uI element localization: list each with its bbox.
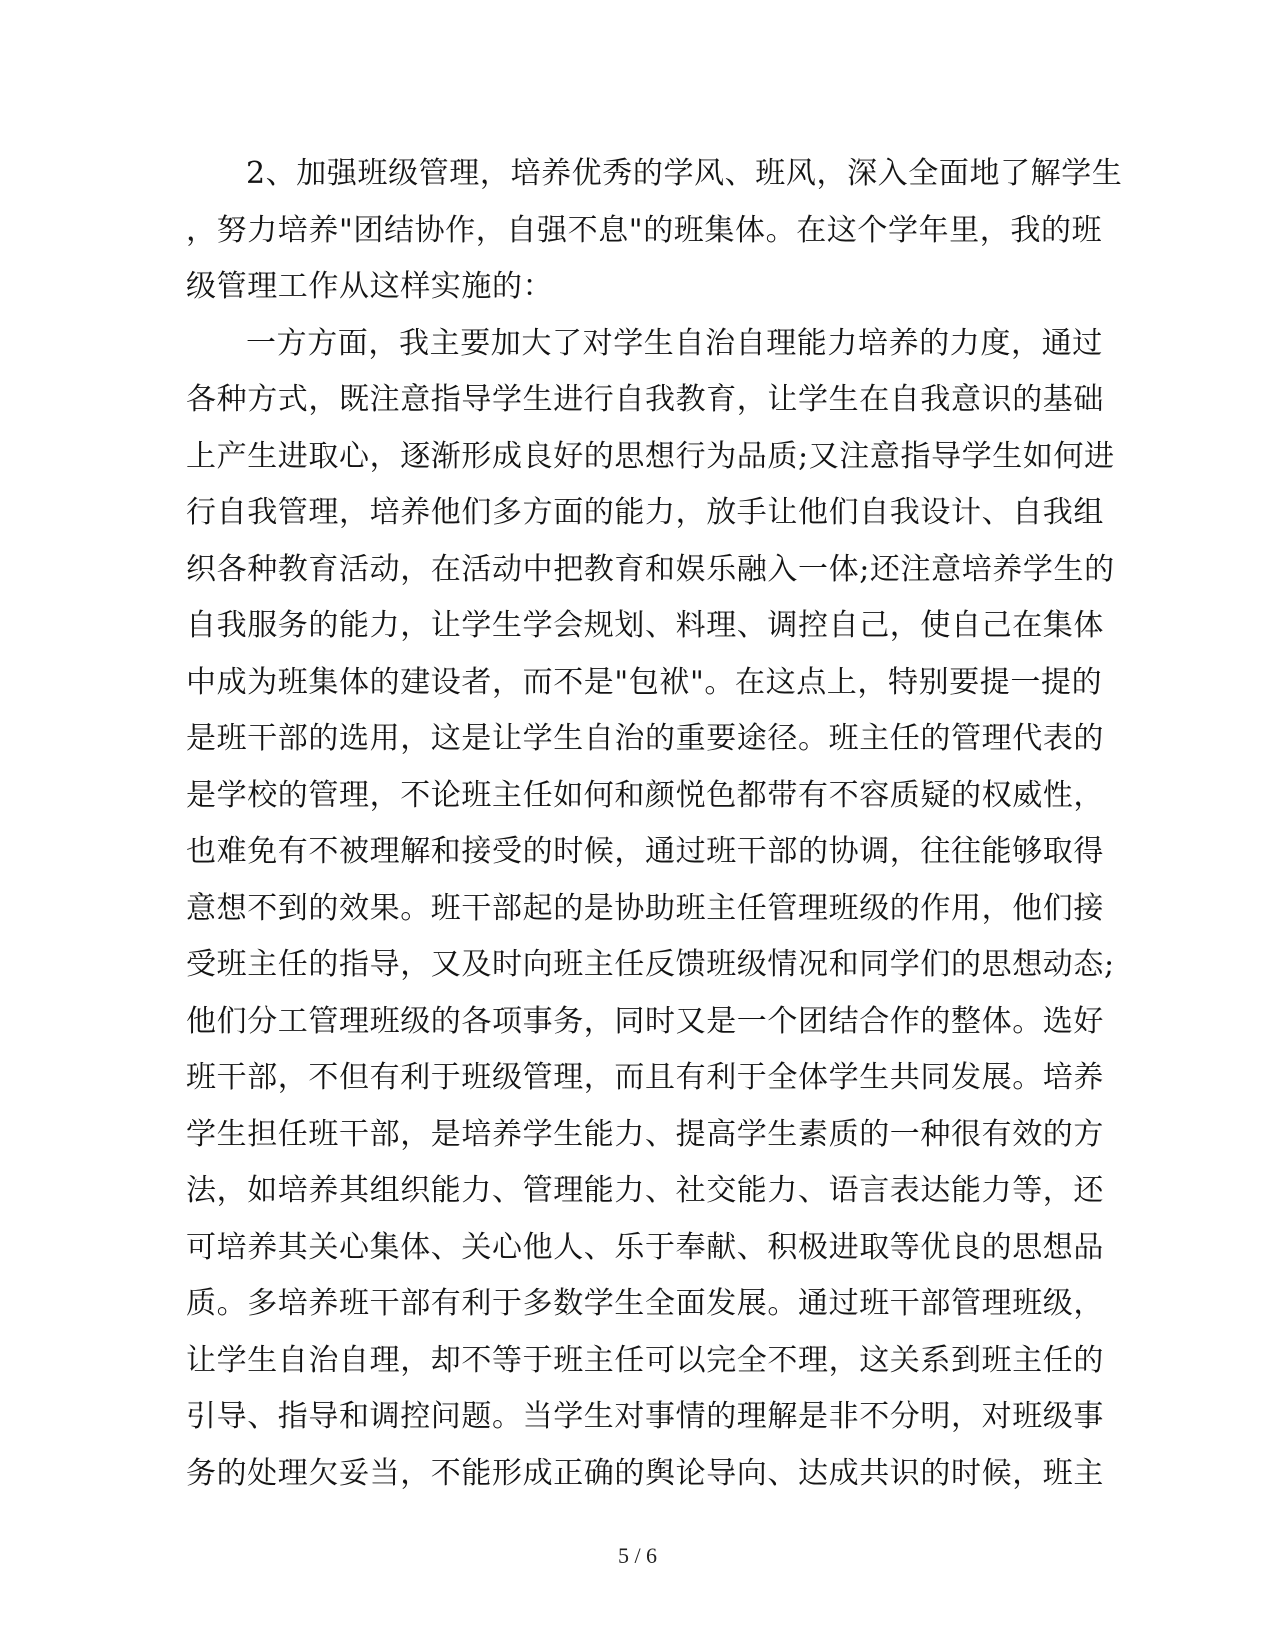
paragraph-line: 中成为班集体的建设者，而不是"包袱"。在这点上，特别要提一提的 (186, 664, 1103, 700)
paragraph-line: 各种方式，既注意指导学生进行自我教育，让学生在自我意识的基础 (186, 382, 1104, 417)
paragraph-line: 织各种教育活动，在活动中把教育和娱乐融入一体;还注意培养学生的 (186, 551, 1115, 587)
page-number: 5 / 6 (617, 1543, 658, 1568)
paragraph-line: 上产生进取心，逐渐形成良好的思想行为品质;又注意指导学生如何进 (186, 438, 1115, 474)
paragraph-line: 行自我管理，培养他们多方面的能力，放手让他们自我设计、自我组 (186, 495, 1104, 530)
paragraph-line: 一方方面，我主要加大了对学生自治自理能力培养的力度，通过 (246, 325, 1103, 361)
paragraph-line: 是班干部的选用，这是让学生自治的重要途径。班主任的管理代表的 (186, 721, 1104, 756)
paragraph-line: 班干部，不但有利于班级管理，而且有利于全体学生共同发展。培养 (186, 1060, 1104, 1095)
paragraph-line: 也难免有不被理解和接受的时候，通过班干部的协调，往往能够取得 (186, 834, 1104, 869)
paragraph-line: 可培养其关心集体、关心他人、乐于奉献、积极进取等优良的思想品 (186, 1229, 1104, 1265)
paragraph-line: 质。多培养班干部有利于多数学生全面发展。通过班干部管理班级， (186, 1286, 1104, 1321)
paragraph-line: 是学校的管理，不论班主任如何和颜悦色都带有不容质疑的权威性， (186, 777, 1104, 813)
paragraph-line: 务的处理欠妥当，不能形成正确的舆论导向、达成共识的时候，班主 (186, 1455, 1104, 1491)
paragraph-line: 法，如培养其组织能力、管理能力、社交能力、语言表达能力等，还 (186, 1173, 1104, 1208)
body-text (186, 146, 1123, 1502)
paragraph-line: 2、加强班级管理，培养优秀的学风、班风，深入全面地了解学生 (246, 156, 1123, 191)
paragraph-line: 自我服务的能力，让学生学会规划、料理、调控自己，使自己在集体 (186, 608, 1104, 643)
paragraph-line: ，努力培养"团结协作，自强不息"的班集体。在这个学年里，我的班 (186, 212, 1103, 248)
paragraph-line: 意想不到的效果。班干部起的是协助班主任管理班级的作用，他们接 (186, 890, 1104, 926)
paragraph-line: 引导、指导和调控问题。当学生对事情的理解是非不分明，对班级事 (186, 1399, 1104, 1434)
paragraph-line: 受班主任的指导，又及时向班主任反馈班级情况和同学们的思想动态; (186, 947, 1115, 982)
paragraph-line: 学生担任班干部，是培养学生能力、提高学生素质的一种很有效的方 (186, 1116, 1104, 1152)
paragraph-line: 级管理工作从这样实施的： (186, 269, 554, 304)
paragraph-line: 让学生自治自理，却不等于班主任可以完全不理，这关系到班主任的 (186, 1342, 1104, 1378)
paragraph-line: 他们分工管理班级的各项事务，同时又是一个团结合作的整体。选好 (186, 1003, 1104, 1039)
